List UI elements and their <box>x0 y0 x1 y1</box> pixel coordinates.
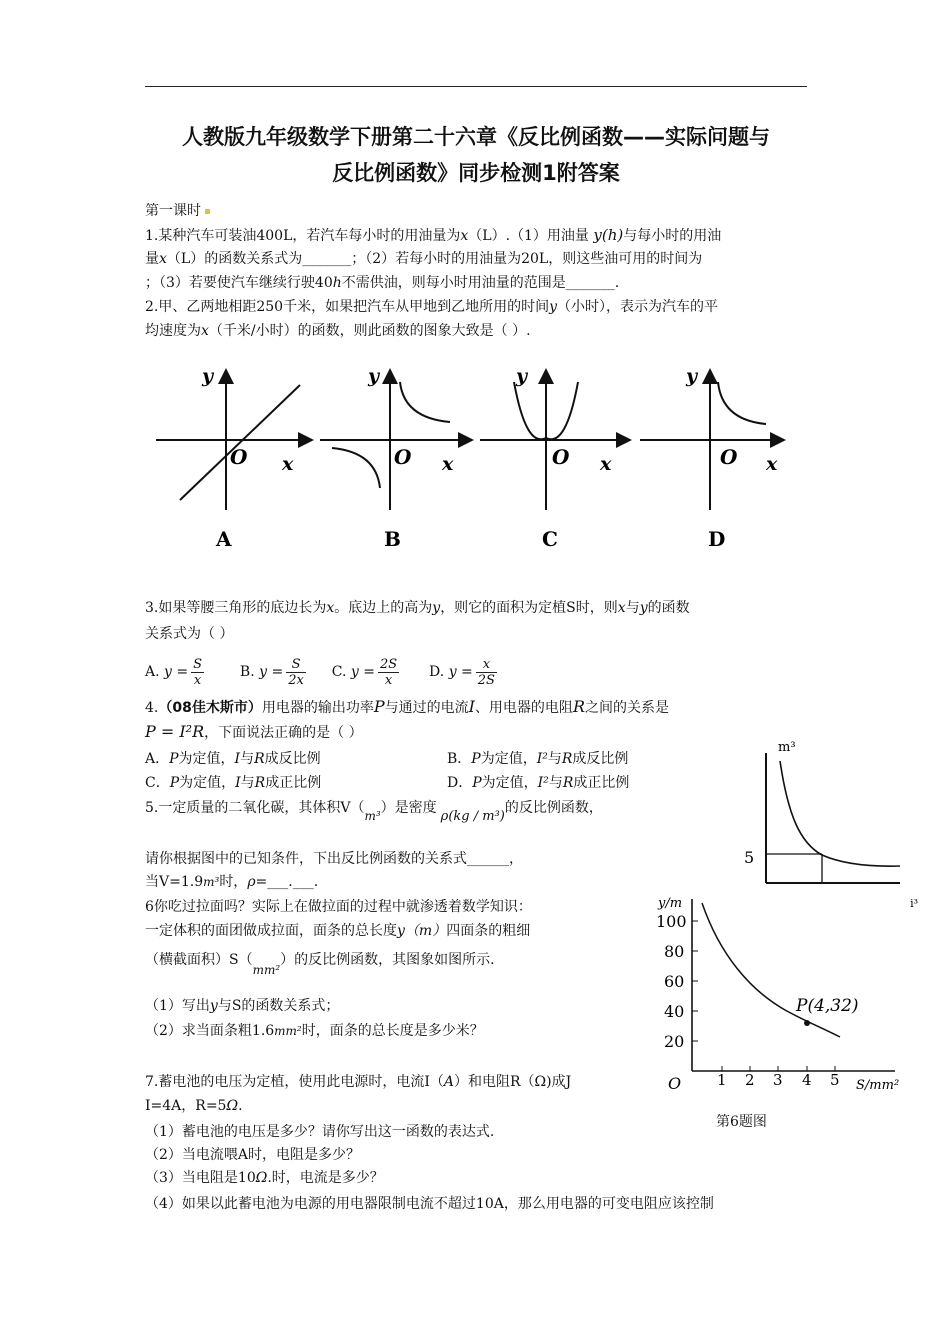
graph-d-x-label: x <box>766 453 778 475</box>
q6-point-label: P(4,32) <box>796 996 859 1016</box>
graph-d-origin: O <box>720 445 738 469</box>
graph-b <box>320 365 470 551</box>
q1-line-2: 量x（L）的函数关系式为_______；（2）若每小时的用油量为20L，则这些油可用的时间为 <box>145 251 703 267</box>
graph-d-caption: D <box>708 527 726 551</box>
graph-c-y-label: y <box>516 365 528 387</box>
svg-text:1: 1 <box>717 1071 727 1089</box>
svg-text:4: 4 <box>802 1071 812 1089</box>
q7-line-2: I=4A，R=5Ω. <box>145 1098 243 1114</box>
q5-line-2: 请你根据图中的已知条件，下出反比例函数的关系式______， <box>145 851 523 867</box>
q3-line-2: 关系式为（ ） <box>145 626 234 642</box>
q3-option-a: A. y = $\frac{S}{x}$ <box>145 656 203 688</box>
title-line-1: 人教版九年级数学下册第二十六章《反比例函数——实际问题与 <box>182 125 770 149</box>
graph-b-y-label: y <box>368 365 380 387</box>
svg-text:2: 2 <box>745 1071 755 1089</box>
svg-text:80: 80 <box>664 942 685 961</box>
title-line-2: 反比例函数》同步检测1附答案 <box>332 161 620 185</box>
q7-line-1: 7.蓄电池的电压为定植，使用此电源时，电流I（A）和电阻R（Ω)成J <box>145 1074 572 1090</box>
q2-line-2: 均速度为x（千米/小时）的函数，则此函数的图象大致是（ ）. <box>145 323 531 339</box>
svg-text:40: 40 <box>664 1002 685 1021</box>
q4-option-d: D．P为定值，I²与R成正比例 <box>447 775 630 791</box>
svg-text:20: 20 <box>664 1032 685 1051</box>
graph-c-caption: C <box>542 527 558 551</box>
q6-edge-mark: i³ <box>910 897 918 910</box>
q6-x-ticks <box>717 1066 840 1089</box>
svg-text:3: 3 <box>773 1071 783 1089</box>
q3-option-c: C. y = $\frac{2S}{x}$ <box>331 656 398 688</box>
q5-graph <box>740 735 905 890</box>
graph-d <box>640 365 782 551</box>
graph-d-y-label: y <box>686 365 698 387</box>
graph-a-x-label: x <box>282 453 294 475</box>
q1-line-3: ；（3）若要使汽车继续行驶40h不需供油，则每小时用油量的范围是_______. <box>145 275 620 291</box>
q7-sub-2: （2）当电流喂A时，电阻是多少？ <box>145 1147 361 1163</box>
q6-graph <box>650 885 920 1100</box>
q5-graph-y-unit: m³ <box>778 740 796 755</box>
q3-option-d: D. y = $\frac{x}{2S}$ <box>429 656 495 688</box>
q4-option-a: A．P为定值，I与R成反比例 <box>145 751 321 767</box>
header-rule <box>145 86 807 87</box>
q6-sub-2: （2）求当面条粗1.6mm²时，面条的总长度是多少米？ <box>145 1023 484 1039</box>
q4-option-c: C．P为定值，I与R成正比例 <box>145 775 322 791</box>
q2-graphs <box>150 360 790 560</box>
graph-b-origin: O <box>394 445 412 469</box>
graph-a-origin: O <box>230 445 248 469</box>
q3-option-b: B. y = $\frac{S}{2x}$ <box>239 656 304 688</box>
q7-sub-3: （3）当电阻是10Ω.时，电流是多少？ <box>145 1170 384 1186</box>
q5-line-3: 当V=1.9m³时，ρ=___.___. <box>145 874 319 890</box>
graph-a-y-label: y <box>202 365 214 387</box>
svg-text:100: 100 <box>656 912 687 931</box>
q6-line-3: （横截面积）S（mm²）的反比例函数，其图象如图所示. <box>145 952 495 977</box>
q3-options <box>145 652 500 692</box>
graph-c <box>480 365 628 551</box>
q4-line-1: 4.（08佳木斯市）用电器的输出功率P与通过的电流I、用电器的电阻R之间的关系是 <box>145 697 669 716</box>
q6-y-unit: y/m <box>658 896 683 911</box>
q6-origin: O <box>668 1074 682 1093</box>
q5-graph-tick: 5 <box>744 848 755 867</box>
svg-text:5: 5 <box>830 1071 840 1089</box>
graph-c-origin: O <box>552 445 570 469</box>
q7-sub-1: （1）蓄电池的电压是多少？请你写出这一函数的表达式. <box>145 1124 495 1140</box>
marker-dot <box>205 209 210 214</box>
q6-x-unit: S/mm² <box>856 1078 900 1093</box>
graph-a-caption: A <box>216 527 232 551</box>
q6-sub-1: （1）写出y与S的函数关系式； <box>145 998 340 1014</box>
q3-line-1: 3.如果等腰三角形的底边长为x。底边上的高为y，则它的面积为定植S时，则x与y的函数 <box>145 600 690 616</box>
q6-point-p <box>804 1020 810 1026</box>
q7-sub-4: （4）如果以此蓄电池为电源的用电器限制电流不超过10A，那么用电器的可变电阻应该控制 <box>145 1196 714 1212</box>
q6-line-2: 一定体积的面团做成拉面，面条的总长度y（m）四面条的粗细 <box>145 923 531 939</box>
svg-text:60: 60 <box>664 972 685 991</box>
q6-figure-caption: 第6题图 <box>716 1114 767 1130</box>
graph-a <box>156 365 310 551</box>
section-label: 第一课时 <box>145 201 210 221</box>
graph-b-x-label: x <box>442 453 454 475</box>
q4-option-b: B．P为定值，I²与R成反比例 <box>447 751 629 767</box>
graph-b-caption: B <box>384 527 401 551</box>
q5-line-1: 5.一定质量的二氧化碳，其体积V（m³）是密度ρ(kg / m³)的反比例函数， <box>145 800 603 824</box>
graph-c-x-label: x <box>600 453 612 475</box>
q6-line-1: 6你吃过拉面吗？实际上在做拉面的过程中就渗透着数学知识： <box>145 899 532 915</box>
q2-line-1: 2.甲、乙两地相距250千米，如果把汽车从甲地到乙地所用的时间y（小时），表示为汽车的平 <box>145 299 718 315</box>
q4-line-2: P = I²R，下面说法正确的是（ ） <box>145 722 363 741</box>
q1-line-1: 1.某种汽车可装油400L，若汽车每小时的用油量为x（L）.（1）用油量 y(h)与每小时的用油 <box>145 226 722 244</box>
